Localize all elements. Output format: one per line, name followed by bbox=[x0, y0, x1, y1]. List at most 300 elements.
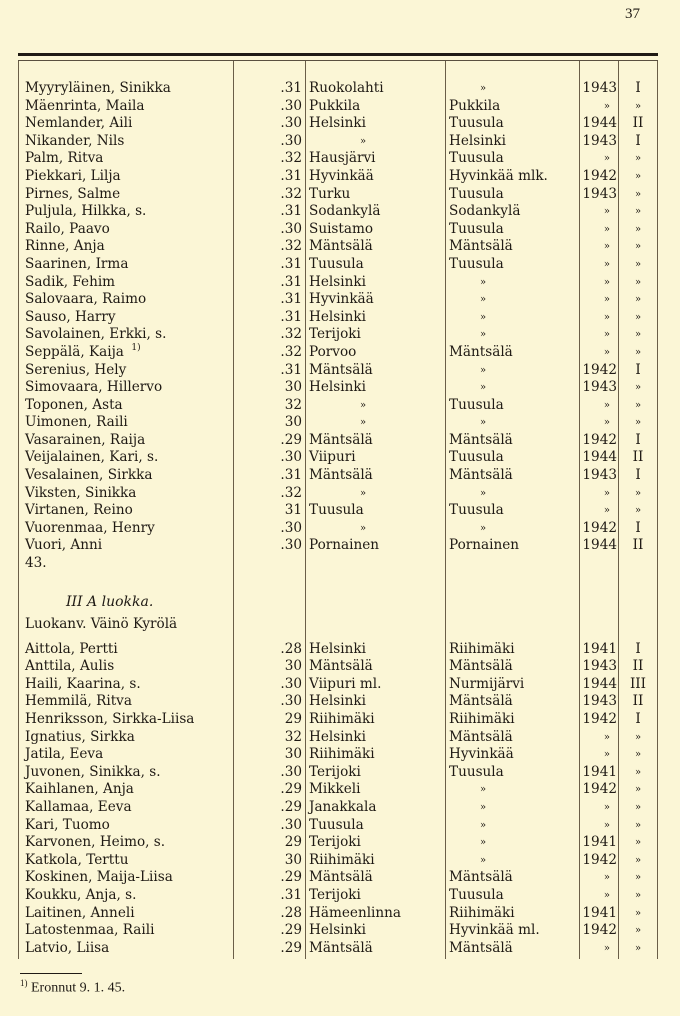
class-level: » bbox=[634, 505, 642, 517]
section-title: III A luokka. bbox=[66, 593, 154, 610]
birthplace: Riihimäki bbox=[309, 746, 375, 763]
birthplace: Terijoki bbox=[309, 763, 361, 780]
residence: Pukkila bbox=[449, 97, 501, 114]
birthplace: Helsinki bbox=[309, 273, 366, 290]
student-name: Saarinen, Irma bbox=[25, 255, 129, 272]
table-row bbox=[0, 80, 680, 98]
student-count bbox=[0, 555, 680, 573]
birth-year: .31 bbox=[280, 255, 302, 272]
student-name: Nikander, Nils bbox=[25, 132, 125, 149]
birthplace: Mäntsälä bbox=[309, 467, 373, 484]
entry-year: 1943 bbox=[582, 132, 617, 149]
birth-year: 29 bbox=[284, 711, 302, 727]
entry-year: 1943 bbox=[582, 379, 617, 396]
entry-year: » bbox=[603, 749, 610, 761]
table-row bbox=[0, 693, 680, 711]
student-name: Hemmilä, Ritva bbox=[25, 693, 132, 710]
class-level: » bbox=[634, 819, 642, 831]
student-name: Latostenmaa, Raili bbox=[25, 922, 155, 939]
table-row bbox=[0, 432, 680, 450]
student-name: Mäenrinta, Maila bbox=[25, 97, 145, 114]
entry-year: » bbox=[603, 942, 610, 954]
birthplace: Mäntsälä bbox=[309, 361, 373, 378]
class-level: » bbox=[634, 311, 642, 323]
table-row bbox=[0, 186, 680, 204]
section-teacher bbox=[0, 613, 680, 635]
footnote-rule bbox=[20, 973, 82, 974]
table-row bbox=[0, 256, 680, 274]
entry-year: 1942 bbox=[582, 851, 617, 868]
student-name: Haili, Kaarina, s. bbox=[25, 675, 141, 692]
entry-year: » bbox=[603, 153, 610, 165]
birthplace: Mäntsälä bbox=[309, 939, 373, 956]
residence: » bbox=[480, 487, 487, 499]
student-name: Rinne, Anja bbox=[25, 238, 105, 255]
class-level: I bbox=[635, 640, 641, 657]
birth-year: 30 bbox=[284, 414, 302, 431]
birth-year: .29 bbox=[280, 431, 302, 448]
table-row bbox=[0, 799, 680, 817]
footnote-ref: 1) bbox=[131, 342, 141, 353]
student-name: Nemlander, Aili bbox=[25, 115, 133, 132]
residence: » bbox=[480, 364, 487, 376]
birth-year: .28 bbox=[280, 640, 302, 657]
residence: Riihimäki bbox=[449, 904, 515, 921]
birth-year: .31 bbox=[280, 361, 302, 378]
birth-year: 30 bbox=[284, 658, 302, 675]
table-row bbox=[0, 537, 680, 555]
birthplace: Hämeenlinna bbox=[309, 904, 402, 921]
residence: » bbox=[480, 819, 487, 831]
class-level: » bbox=[634, 907, 642, 919]
class-level: » bbox=[634, 276, 642, 288]
entry-year: » bbox=[603, 258, 610, 270]
table-row bbox=[0, 502, 680, 520]
table-row bbox=[0, 887, 680, 905]
table-row bbox=[0, 834, 680, 852]
class-level: » bbox=[634, 399, 642, 411]
birthplace: Viipuri ml. bbox=[309, 675, 382, 692]
birthplace: Helsinki bbox=[309, 640, 366, 657]
birthplace: Ruokolahti bbox=[309, 80, 384, 96]
entry-year: 1943 bbox=[582, 658, 617, 675]
entry-year: 1941 bbox=[582, 834, 617, 851]
entry-year: » bbox=[603, 417, 610, 429]
entry-year: » bbox=[603, 346, 610, 358]
birthplace: Terijoki bbox=[309, 326, 361, 343]
birth-year: .30 bbox=[280, 675, 302, 692]
entry-year: 1944 bbox=[582, 449, 617, 466]
table-row bbox=[0, 379, 680, 397]
birthplace: Helsinki bbox=[309, 308, 366, 325]
entry-year: 1944 bbox=[582, 675, 617, 692]
table-row bbox=[0, 869, 680, 887]
birth-year: .29 bbox=[280, 922, 302, 939]
birthplace: Mäntsälä bbox=[309, 869, 373, 886]
residence: Hyvinkää ml. bbox=[449, 922, 540, 939]
birth-year: .30 bbox=[280, 693, 302, 710]
residence: Mäntsälä bbox=[449, 728, 513, 745]
class-level: » bbox=[634, 837, 642, 849]
entry-year: » bbox=[603, 294, 610, 306]
residence: Mäntsälä bbox=[449, 658, 513, 675]
residence: » bbox=[480, 329, 487, 341]
entry-year: 1944 bbox=[582, 115, 617, 132]
class-level: II bbox=[632, 449, 644, 466]
page-number: 37 bbox=[625, 6, 640, 22]
entry-year: » bbox=[603, 872, 610, 884]
birthplace: Suistamo bbox=[309, 220, 374, 237]
student-name: Vuorenmaa, Henry bbox=[25, 519, 155, 536]
residence: Tuusula bbox=[449, 185, 504, 202]
entry-year: 1944 bbox=[582, 537, 617, 554]
class-level: » bbox=[634, 731, 642, 743]
entry-year: » bbox=[603, 801, 610, 813]
table-row bbox=[0, 98, 680, 116]
birthplace: Sodankylä bbox=[309, 203, 381, 220]
spacer bbox=[0, 573, 680, 591]
birthplace: Tuusula bbox=[309, 502, 364, 519]
birthplace: » bbox=[360, 135, 367, 147]
class-level: II bbox=[632, 115, 644, 132]
residence: Tuusula bbox=[449, 396, 504, 413]
table-row bbox=[0, 221, 680, 239]
class-level: III bbox=[629, 675, 647, 692]
birthplace: Tuusula bbox=[309, 816, 364, 833]
student-name: Seppälä, Kaija bbox=[25, 343, 124, 360]
entry-year: 1943 bbox=[582, 185, 617, 202]
entry-year: 1941 bbox=[582, 904, 617, 921]
student-name: Piekkari, Lilja bbox=[25, 167, 121, 184]
birth-year: .31 bbox=[280, 308, 302, 325]
student-name: Simovaara, Hillervo bbox=[25, 379, 163, 396]
student-name: Puljula, Hilkka, s. bbox=[25, 203, 147, 220]
class-level: » bbox=[634, 784, 642, 796]
table-row bbox=[0, 940, 680, 958]
birth-year: .32 bbox=[280, 326, 302, 343]
entry-year: » bbox=[603, 223, 610, 235]
table-row bbox=[0, 520, 680, 538]
birth-year: .29 bbox=[280, 939, 302, 956]
birthplace: » bbox=[360, 417, 367, 429]
residence: Mäntsälä bbox=[449, 693, 513, 710]
birthplace: » bbox=[360, 522, 367, 534]
residence: Tuusula bbox=[449, 220, 504, 237]
student-name: Koskinen, Maija-Liisa bbox=[25, 869, 173, 886]
entry-year: 1942 bbox=[582, 711, 617, 727]
student-name: Salovaara, Raimo bbox=[25, 291, 147, 308]
student-name: Laitinen, Anneli bbox=[25, 904, 135, 921]
birthplace: Helsinki bbox=[309, 379, 366, 396]
table-row bbox=[0, 467, 680, 485]
birthplace: Porvoo bbox=[309, 343, 357, 360]
class-level: II bbox=[632, 693, 644, 710]
residence: Mäntsälä bbox=[449, 939, 513, 956]
student-name: Anttila, Aulis bbox=[25, 658, 115, 675]
birthplace: » bbox=[360, 399, 367, 411]
residence: » bbox=[480, 417, 487, 429]
birth-year: 30 bbox=[284, 379, 302, 396]
student-name: Virtanen, Reino bbox=[25, 502, 133, 519]
birth-year: .30 bbox=[280, 537, 302, 554]
table-row bbox=[0, 414, 680, 432]
birthplace: Riihimäki bbox=[309, 851, 375, 868]
student-name: Viksten, Sinikka bbox=[25, 484, 137, 501]
table-row bbox=[0, 746, 680, 764]
class-level: I bbox=[635, 467, 641, 484]
table-row bbox=[0, 115, 680, 133]
residence: Sodankylä bbox=[449, 203, 521, 220]
table-row bbox=[0, 449, 680, 467]
footnote-text: Eronnut 9. 1. 45. bbox=[31, 980, 126, 996]
class-level: » bbox=[634, 100, 642, 112]
student-name: Latvio, Liisa bbox=[25, 939, 110, 956]
table-row bbox=[0, 397, 680, 415]
class-level: » bbox=[634, 801, 642, 813]
student-name: Aittola, Pertti bbox=[25, 640, 118, 657]
table-row bbox=[0, 344, 680, 362]
birthplace: Helsinki bbox=[309, 922, 366, 939]
birthplace: Helsinki bbox=[309, 693, 366, 710]
residence: Tuusula bbox=[449, 502, 504, 519]
birth-year: 30 bbox=[284, 851, 302, 868]
birthplace: Pukkila bbox=[309, 97, 361, 114]
residence: » bbox=[480, 294, 487, 306]
student-name: Toponen, Asta bbox=[25, 396, 123, 413]
table-row bbox=[0, 764, 680, 782]
header-rule bbox=[18, 53, 658, 56]
birthplace: Mäntsälä bbox=[309, 238, 373, 255]
birth-year: .31 bbox=[280, 80, 302, 96]
student-name: Jatila, Eeva bbox=[25, 746, 104, 763]
birth-year: .29 bbox=[280, 781, 302, 798]
count-total: 43. bbox=[25, 555, 47, 572]
student-name: Kallamaa, Eeva bbox=[25, 798, 132, 815]
entry-year: » bbox=[603, 505, 610, 517]
residence: Helsinki bbox=[449, 132, 506, 149]
entry-year: » bbox=[603, 731, 610, 743]
birth-year: .32 bbox=[280, 343, 302, 360]
student-name: Juvonen, Sinikka, s. bbox=[25, 763, 161, 780]
entry-year: 1942 bbox=[582, 167, 617, 184]
footnote bbox=[20, 978, 125, 997]
student-name: Henriksson, Sirkka-Liisa bbox=[25, 711, 195, 727]
birth-year: .29 bbox=[280, 798, 302, 815]
table-row bbox=[0, 641, 680, 659]
class-level: II bbox=[632, 658, 644, 675]
residence: » bbox=[480, 837, 487, 849]
birthplace: Viipuri bbox=[309, 449, 356, 466]
residence: Pornainen bbox=[449, 537, 520, 554]
entry-year: 1942 bbox=[582, 431, 617, 448]
entry-year: 1941 bbox=[582, 763, 617, 780]
class-level: » bbox=[634, 749, 642, 761]
class-level: » bbox=[634, 872, 642, 884]
class-level: » bbox=[634, 854, 642, 866]
residence: » bbox=[480, 83, 487, 94]
entry-year: » bbox=[603, 819, 610, 831]
table-row bbox=[0, 729, 680, 747]
class-level: » bbox=[634, 223, 642, 235]
class-level: » bbox=[634, 766, 642, 778]
birth-year: .31 bbox=[280, 203, 302, 220]
student-name: Katkola, Terttu bbox=[25, 851, 129, 868]
table-row bbox=[0, 817, 680, 835]
entry-year: » bbox=[603, 276, 610, 288]
birth-year: .30 bbox=[280, 449, 302, 466]
entry-year: 1942 bbox=[582, 922, 617, 939]
class-level: » bbox=[634, 925, 642, 937]
residence: Tuusula bbox=[449, 150, 504, 167]
residence: Hyvinkää mlk. bbox=[449, 167, 548, 184]
student-name: Railo, Paavo bbox=[25, 220, 110, 237]
class-level: » bbox=[634, 487, 642, 499]
residence: Tuusula bbox=[449, 763, 504, 780]
birth-year: .30 bbox=[280, 97, 302, 114]
birth-year: .30 bbox=[280, 115, 302, 132]
student-table bbox=[0, 80, 680, 957]
residence: Riihimäki bbox=[449, 711, 515, 727]
birth-year: .31 bbox=[280, 273, 302, 290]
class-level: » bbox=[634, 206, 642, 218]
table-row bbox=[0, 781, 680, 799]
entry-year: » bbox=[603, 206, 610, 218]
birth-year: .28 bbox=[280, 904, 302, 921]
class-level: » bbox=[634, 294, 642, 306]
student-name: Sadik, Fehim bbox=[25, 273, 116, 290]
residence: Tuusula bbox=[449, 886, 504, 903]
class-level: » bbox=[634, 382, 642, 394]
table-row bbox=[0, 291, 680, 309]
residence: Tuusula bbox=[449, 115, 504, 132]
birthplace: Mikkeli bbox=[309, 781, 361, 798]
entry-year: 1943 bbox=[582, 80, 617, 96]
class-level: I bbox=[635, 431, 641, 448]
birth-year: 30 bbox=[284, 746, 302, 763]
entry-year: » bbox=[603, 399, 610, 411]
student-name: Myyryläinen, Sinikka bbox=[25, 80, 171, 96]
birthplace: Mäntsälä bbox=[309, 658, 373, 675]
student-name: Pirnes, Salme bbox=[25, 185, 121, 202]
birth-year: .29 bbox=[280, 869, 302, 886]
class-level: I bbox=[635, 519, 641, 536]
birth-year: .30 bbox=[280, 132, 302, 149]
birth-year: 31 bbox=[284, 502, 302, 519]
table-row bbox=[0, 905, 680, 923]
birth-year: .30 bbox=[280, 220, 302, 237]
table-row bbox=[0, 274, 680, 292]
entry-year: 1942 bbox=[582, 781, 617, 798]
student-name: Uimonen, Raili bbox=[25, 414, 128, 431]
birthplace: Terijoki bbox=[309, 886, 361, 903]
birthplace: » bbox=[360, 487, 367, 499]
class-level: » bbox=[634, 258, 642, 270]
table-row bbox=[0, 309, 680, 327]
student-name: Vuori, Anni bbox=[25, 537, 103, 554]
birth-year: .31 bbox=[280, 167, 302, 184]
residence: » bbox=[480, 854, 487, 866]
residence: Tuusula bbox=[449, 255, 504, 272]
entry-year: » bbox=[603, 241, 610, 253]
table-row bbox=[0, 922, 680, 940]
student-name: Savolainen, Erkki, s. bbox=[25, 326, 167, 343]
student-name: Veijalainen, Kari, s. bbox=[25, 449, 159, 466]
class-level: » bbox=[634, 241, 642, 253]
footnote-marker: 1) bbox=[20, 978, 28, 988]
student-name: Koukku, Anja, s. bbox=[25, 886, 137, 903]
birth-year: 29 bbox=[284, 834, 302, 851]
table-row bbox=[0, 711, 680, 729]
student-name: Vesalainen, Sirkka bbox=[25, 467, 153, 484]
table-row bbox=[0, 238, 680, 256]
student-name: Kaihlanen, Anja bbox=[25, 781, 134, 798]
table-row bbox=[0, 658, 680, 676]
student-name: Vasarainen, Raija bbox=[25, 431, 146, 448]
header-rule-thin bbox=[18, 60, 658, 61]
class-level: II bbox=[632, 537, 644, 554]
class-level: I bbox=[635, 80, 641, 96]
class-level: I bbox=[635, 132, 641, 149]
residence: Riihimäki bbox=[449, 640, 515, 657]
residence: Hyvinkää bbox=[449, 746, 514, 763]
class-level: » bbox=[634, 188, 642, 200]
birthplace: Tuusula bbox=[309, 255, 364, 272]
birth-year: .31 bbox=[280, 291, 302, 308]
class-level: » bbox=[634, 942, 642, 954]
entry-year: » bbox=[603, 311, 610, 323]
student-name: Palm, Ritva bbox=[25, 150, 104, 167]
entry-year: 1943 bbox=[582, 467, 617, 484]
entry-year: » bbox=[603, 889, 610, 901]
entry-year: 1942 bbox=[582, 361, 617, 378]
residence: Mäntsälä bbox=[449, 238, 513, 255]
birth-year: .32 bbox=[280, 238, 302, 255]
entry-year: 1943 bbox=[582, 693, 617, 710]
table-row bbox=[0, 485, 680, 503]
class-level: I bbox=[635, 361, 641, 378]
birth-year: .32 bbox=[280, 484, 302, 501]
entry-year: 1941 bbox=[582, 640, 617, 657]
residence: » bbox=[480, 311, 487, 323]
birthplace: Hausjärvi bbox=[309, 150, 376, 167]
table-row bbox=[0, 326, 680, 344]
entry-year: » bbox=[603, 329, 610, 341]
class-level: » bbox=[634, 346, 642, 358]
table-row bbox=[0, 362, 680, 380]
residence: » bbox=[480, 784, 487, 796]
student-name: Kari, Tuomo bbox=[25, 816, 110, 833]
table-row bbox=[0, 168, 680, 186]
table-row bbox=[0, 150, 680, 168]
residence: Nurmijärvi bbox=[449, 675, 525, 692]
student-name: Ignatius, Sirkka bbox=[25, 728, 135, 745]
birthplace: Hyvinkää bbox=[309, 291, 374, 308]
birth-year: .30 bbox=[280, 763, 302, 780]
residence: Mäntsälä bbox=[449, 467, 513, 484]
birth-year: .32 bbox=[280, 150, 302, 167]
birthplace: Janakkala bbox=[309, 798, 377, 815]
class-level: I bbox=[635, 711, 641, 727]
class-level: » bbox=[634, 329, 642, 341]
student-name: Sauso, Harry bbox=[25, 308, 116, 325]
birthplace: Terijoki bbox=[309, 834, 361, 851]
birth-year: .31 bbox=[280, 886, 302, 903]
birth-year: 32 bbox=[284, 396, 302, 413]
residence: » bbox=[480, 276, 487, 288]
birth-year: .32 bbox=[280, 185, 302, 202]
class-level: » bbox=[634, 417, 642, 429]
class-level: » bbox=[634, 889, 642, 901]
